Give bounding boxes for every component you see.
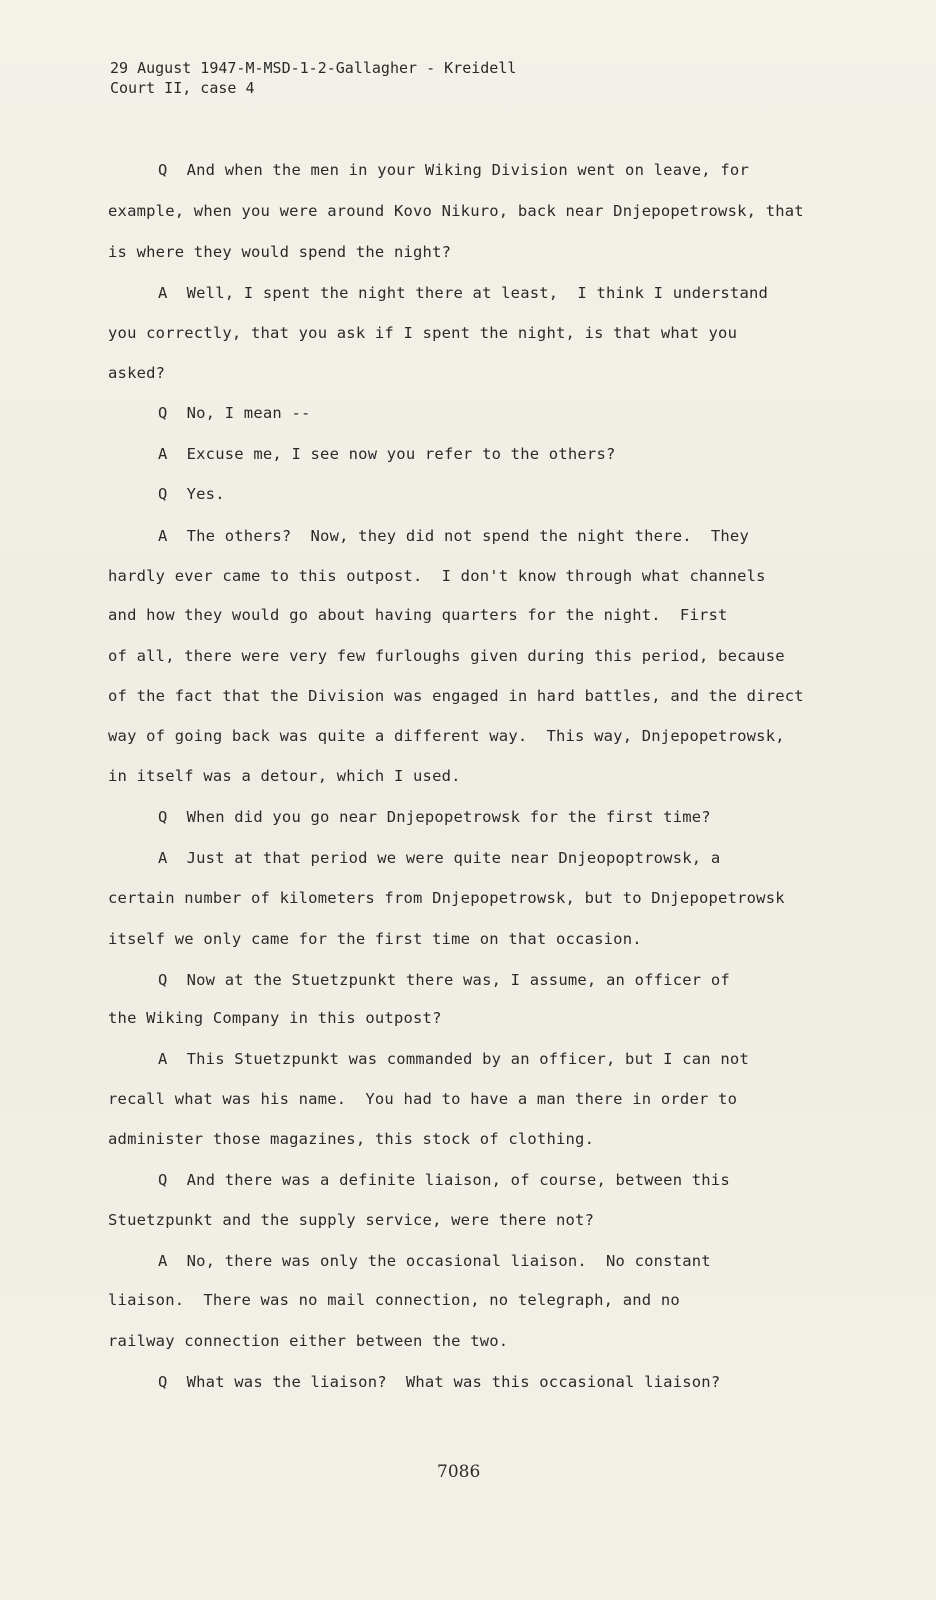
transcript-line: recall what was his name. You had to have a man there in order to bbox=[108, 1090, 738, 1108]
transcript-line: A This Stuetzpunkt was commanded by an officer, but I can not bbox=[158, 1050, 749, 1068]
transcript-line: railway connection either between the two. bbox=[108, 1332, 509, 1350]
transcript-line: Q No, I mean -- bbox=[158, 404, 311, 422]
transcript-line: Q When did you go near Dnjepopetrowsk for the first time? bbox=[158, 808, 711, 826]
transcript-line: Q And there was a definite liaison, of course, between this bbox=[158, 1171, 730, 1189]
transcript-line: liaison. There was no mail connection, no telegraph, and no bbox=[108, 1291, 680, 1309]
transcript-line: A No, there was only the occasional liaison. No constant bbox=[158, 1252, 711, 1270]
transcript-line: asked? bbox=[108, 364, 166, 382]
transcript-line: and how they would go about having quarters for the night. First bbox=[108, 606, 728, 624]
transcript-line: the Wiking Company in this outpost? bbox=[108, 1009, 442, 1027]
transcript-line: A Excuse me, I see now you refer to the others? bbox=[158, 445, 616, 463]
transcript-line: Q Now at the Stuetzpunkt there was, I assume, an officer of bbox=[158, 971, 730, 989]
transcript-line: Stuetzpunkt and the supply service, were there not? bbox=[108, 1211, 595, 1229]
transcript-line: administer those magazines, this stock of clothing. bbox=[108, 1130, 595, 1148]
page-number: 7086 bbox=[437, 1462, 481, 1482]
transcript-line: example, when you were around Kovo Nikuro, back near Dnjepopetrowsk, that bbox=[108, 202, 804, 220]
transcript-line: you correctly, that you ask if I spent the night, is that what you bbox=[108, 324, 738, 342]
transcript-line: Q And when the men in your Wiking Division went on leave, for bbox=[158, 161, 749, 179]
header-court-line: Court II, case 4 bbox=[110, 79, 255, 97]
transcript-line: of all, there were very few furloughs given during this period, because bbox=[108, 647, 785, 665]
transcript-line: A The others? Now, they did not spend the night there. They bbox=[158, 527, 749, 545]
transcript-line: A Well, I spent the night there at least, I think I understand bbox=[158, 284, 769, 302]
transcript-line: Q What was the liaison? What was this occasional liaison? bbox=[158, 1373, 721, 1391]
transcript-line: is where they would spend the night? bbox=[108, 243, 452, 261]
transcript-line: of the fact that the Division was engaged in hard battles, and the direct bbox=[108, 687, 804, 705]
transcript-line: Q Yes. bbox=[158, 485, 225, 503]
document-header bbox=[110, 58, 516, 98]
transcript-line: itself we only came for the first time on that occasion. bbox=[108, 930, 642, 948]
transcript-line: A Just at that period we were quite near Dnjeopoptrowsk, a bbox=[158, 849, 721, 867]
transcript-line: certain number of kilometers from Dnjepopetrowsk, but to Dnjepopetrowsk bbox=[108, 889, 785, 907]
header-date-line: 29 August 1947-M-MSD-1-2-Gallagher - Kreidell bbox=[110, 59, 517, 77]
transcript-line: way of going back was quite a different way. This way, Dnjepopetrowsk, bbox=[108, 727, 785, 745]
transcript-line: hardly ever came to this outpost. I don't know through what channels bbox=[108, 567, 766, 585]
transcript-line: in itself was a detour, which I used. bbox=[108, 767, 461, 785]
